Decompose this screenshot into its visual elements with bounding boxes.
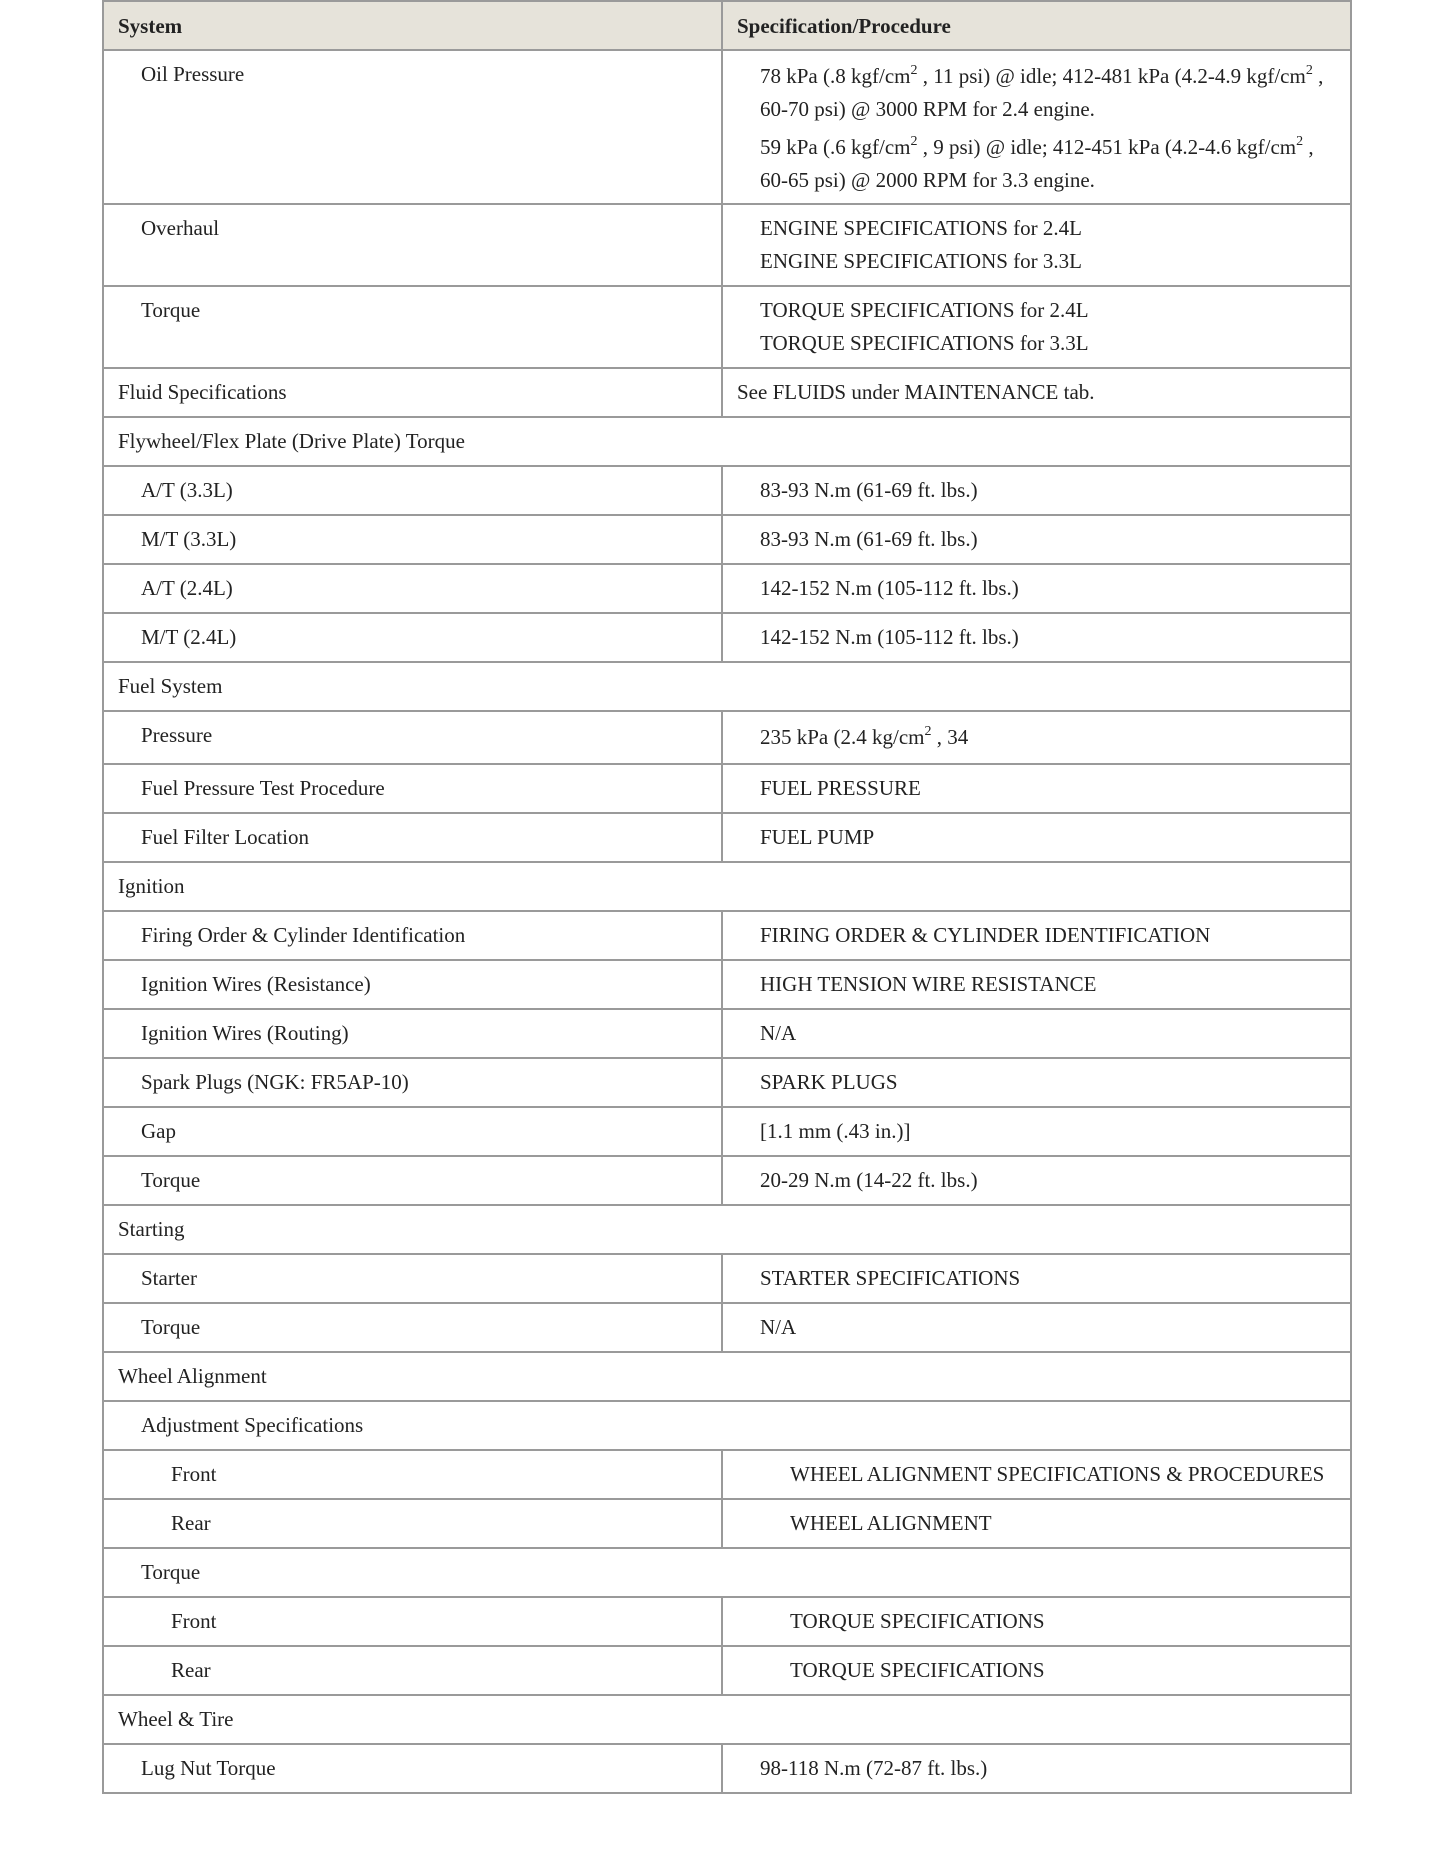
section-row [103,1352,1351,1401]
alignment-torque-row-label: Rear [171,1658,211,1682]
starting-section-label: Starting [118,1217,185,1241]
wire-resistance-link[interactable]: HIGH TENSION WIRE RESISTANCE [760,972,1097,996]
firing-order-link[interactable]: FIRING ORDER & CYLINDER IDENTIFICATION [760,923,1211,947]
adjustment-specifications-label: Adjustment Specifications [141,1413,364,1437]
table-row [103,1646,1351,1695]
spark-plugs-link[interactable]: SPARK PLUGS [760,1070,898,1094]
ignition-row-label: Firing Order & Cylinder Identification [141,923,466,947]
table-row [103,1156,1351,1205]
table-row [103,1744,1351,1793]
section-row [103,1695,1351,1744]
alignment-torque-label: Torque [141,1560,201,1584]
table-row [103,613,1351,662]
ignition-section-label: Ignition [118,874,185,898]
specification-column-header: Specification/Procedure [722,1,1351,50]
ignition-row-label: Torque [141,1168,201,1192]
alignment-procedures-link[interactable]: WHEEL ALIGNMENT SPECIFICATIONS & PROCEDURES [790,1462,1325,1486]
table-row [103,286,1351,368]
ignition-row-label: Ignition Wires (Routing) [141,1021,349,1045]
ignition-row-label: Ignition Wires (Resistance) [141,972,371,996]
table-row [103,564,1351,613]
flywheel-row-value: 142-152 N.m (105-112 ft. lbs.) [760,576,1019,600]
flywheel-row-value: 83-93 N.m (61-69 ft. lbs.) [760,478,978,502]
oil-pressure-value [723,51,1350,203]
table-row [103,1009,1351,1058]
ignition-row-value: [1.1 mm (.43 in.)] [760,1119,911,1143]
table-row [103,1597,1351,1646]
section-row [103,862,1351,911]
wheel-alignment-link[interactable]: WHEEL ALIGNMENT [790,1511,992,1535]
torque-link-2-4[interactable]: TORQUE SPECIFICATIONS for 2.4L [760,298,1089,322]
starting-row-label: Torque [141,1315,201,1339]
table-row [103,764,1351,813]
front-torque-link[interactable]: TORQUE SPECIFICATIONS [790,1609,1045,1633]
fuel-pump-link[interactable]: FUEL PUMP [760,825,875,849]
section-row [103,662,1351,711]
starter-specifications-link[interactable]: STARTER SPECIFICATIONS [760,1266,1021,1290]
table-row [103,1254,1351,1303]
fluid-specifications-value: See FLUIDS under MAINTENANCE tab. [737,380,1095,404]
ignition-row-value: 20-29 N.m (14-22 ft. lbs.) [760,1168,978,1192]
torque-link-3-3[interactable]: TORQUE SPECIFICATIONS for 3.3L [760,331,1089,355]
flywheel-row-label: A/T (3.3L) [141,478,233,502]
ignition-row-label: Gap [141,1119,176,1143]
engine-torque-label: Torque [141,298,201,322]
table-row [103,1499,1351,1548]
flywheel-row-value: 83-93 N.m (61-69 ft. lbs.) [760,527,978,551]
fluid-specifications-label: Fluid Specifications [118,380,287,404]
specifications-table [102,0,1352,1794]
table-row [103,466,1351,515]
oil-pressure-3-3-spec: 59 kPa (.6 kgf/$cm^2$ , 9 psi) @ idle; 412-451 kPa (4.2-4.6 kgf/$cm^2$ , 60-65 psi) @ 2000 RPM for 3.3 engine. [760,134,1314,192]
alignment-row-label: Front [171,1462,217,1486]
fuel-pressure-value: 235 kPa (2.4 $kg/cm^2$ , 34 [760,724,969,749]
table-row [103,711,1351,764]
starting-row-label: Starter [141,1266,197,1290]
fuel-system-section-label: Fuel System [118,674,223,698]
rear-torque-link[interactable]: TORQUE SPECIFICATIONS [790,1658,1045,1682]
system-column-header: System [103,1,722,50]
subsection-row [103,1548,1351,1597]
table-row [103,813,1351,862]
table-row [103,960,1351,1009]
table-row [103,204,1351,286]
wheel-tire-row-label: Lug Nut Torque [141,1756,276,1780]
table-row [103,1303,1351,1352]
wheel-tire-row-value: 98-118 N.m (72-87 ft. lbs.) [760,1756,988,1780]
flywheel-row-label: M/T (3.3L) [141,527,237,551]
table-row [103,911,1351,960]
wheel-tire-section-label: Wheel & Tire [118,1707,234,1731]
table-row [103,515,1351,564]
subsection-row [103,1401,1351,1450]
alignment-row-label: Rear [171,1511,211,1535]
alignment-torque-row-label: Front [171,1609,217,1633]
flywheel-row-label: M/T (2.4L) [141,625,237,649]
overhaul-link-2-4[interactable]: ENGINE SPECIFICATIONS for 2.4L [760,216,1082,240]
table-row [103,1450,1351,1499]
overhaul-link-3-3[interactable]: ENGINE SPECIFICATIONS for 3.3L [760,249,1082,273]
fuel-pressure-link[interactable]: FUEL PRESSURE [760,776,921,800]
section-row [103,1205,1351,1254]
overhaul-label: Overhaul [141,216,220,240]
wheel-alignment-section-label: Wheel Alignment [118,1364,267,1388]
ignition-row-value: N/A [760,1021,797,1045]
starting-row-value: N/A [760,1315,797,1339]
ignition-row-label: Spark Plugs (NGK: FR5AP-10) [141,1070,409,1094]
flywheel-row-label: A/T (2.4L) [141,576,233,600]
flywheel-section-label: Flywheel/Flex Plate (Drive Plate) Torque [118,429,465,453]
table-row [103,1107,1351,1156]
fuel-row-label: Fuel Filter Location [141,825,309,849]
fuel-row-label: Fuel Pressure Test Procedure [141,776,385,800]
oil-pressure-label: Oil Pressure [141,62,245,86]
table-row [103,50,1351,204]
oil-pressure-2-4-spec: 78 kPa (.8 kgf/$cm^2$ , 11 psi) @ idle; 412-481 kPa (4.2-4.9 kgf/$cm^2$ , 60-70 psi) @ 3000 RPM for 2.4 engine. [760,63,1324,121]
section-row [103,417,1351,466]
table-row [103,1058,1351,1107]
fuel-pressure-label: Pressure [141,723,213,747]
flywheel-row-value: 142-152 N.m (105-112 ft. lbs.) [760,625,1019,649]
table-row [103,368,1351,417]
table-header-row [103,1,1351,50]
